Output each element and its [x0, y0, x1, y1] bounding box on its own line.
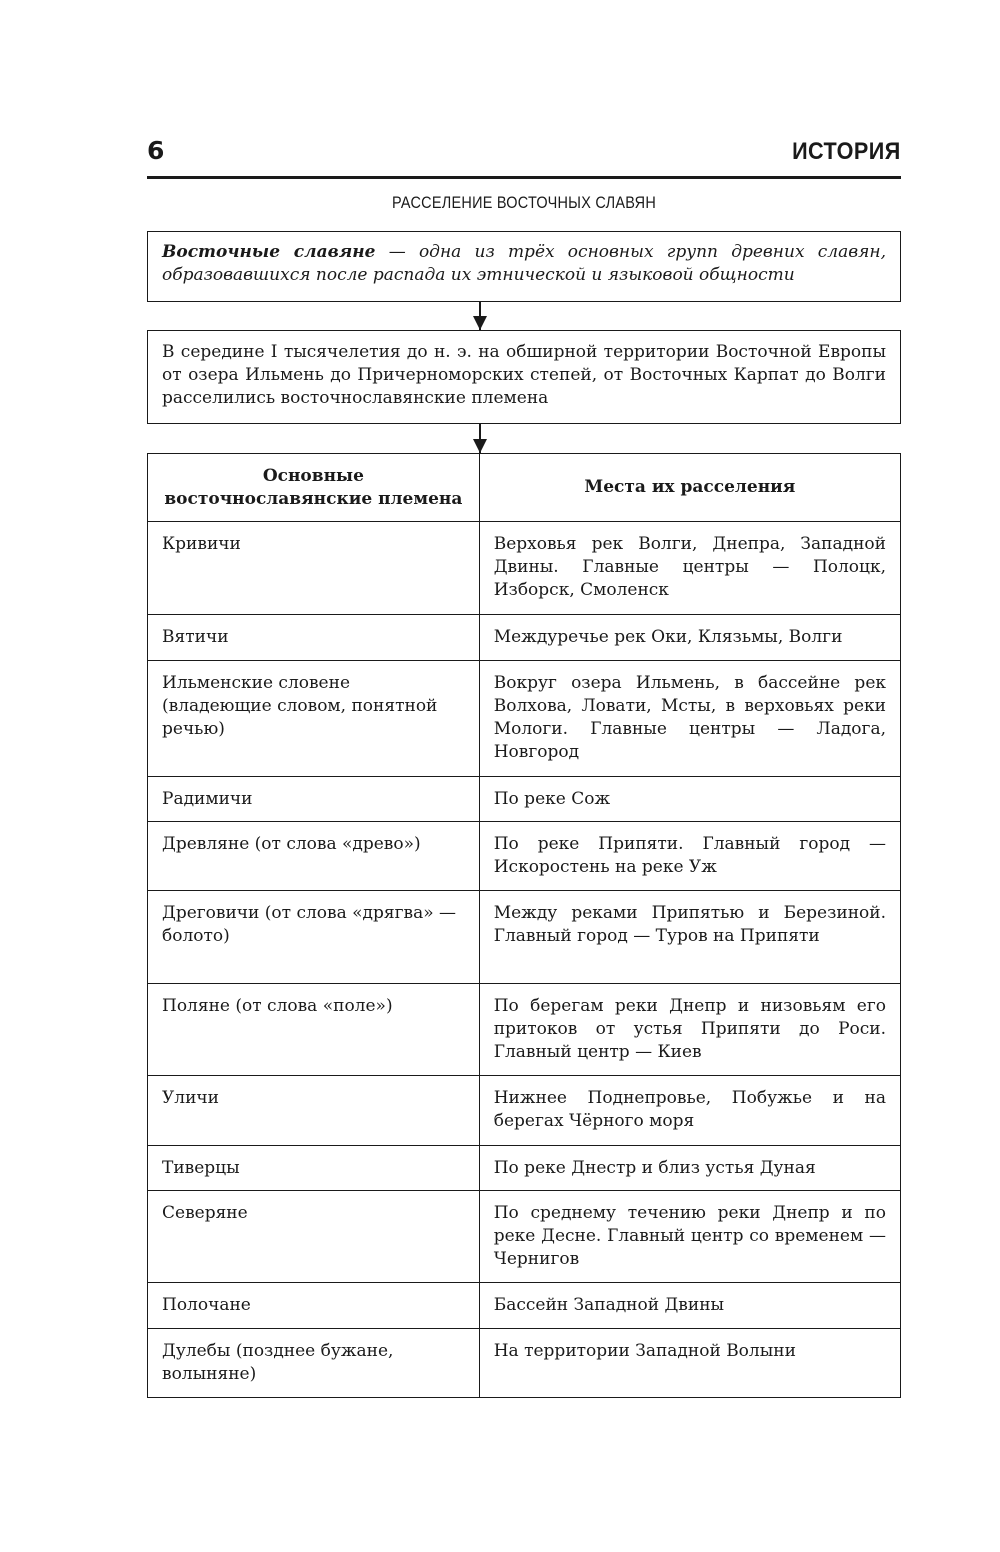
table-row	[148, 661, 901, 777]
table-row	[148, 777, 901, 822]
column-header-places: Места их расселения	[479, 454, 900, 522]
running-head: ИСТОРИЯ	[792, 138, 901, 165]
tribes-table	[147, 453, 901, 1398]
settlement-place-cell: По реке Припяти. Главный город — Искоростень на реке Уж	[479, 822, 900, 891]
tribe-name-cell: Северяне	[148, 1191, 480, 1283]
column-header-tribes: Основные восточнославянские племена	[148, 454, 480, 522]
table-row	[148, 1329, 901, 1398]
settlement-place-cell: Верховья рек Волги, Днепра, Западной Двины. Главные центры — Полоцк, Изборск, Смоленск	[479, 522, 900, 615]
tribe-name-cell: Вятичи	[148, 615, 480, 661]
tribe-name-cell: Полочане	[148, 1283, 480, 1329]
table-header-row	[148, 454, 901, 522]
table-row	[148, 984, 901, 1076]
settlement-place-cell: По среднему течению реки Днепр и по реке Десне. Главный центр со временем — Чернигов	[479, 1191, 900, 1283]
tribe-name-cell: Уличи	[148, 1076, 480, 1146]
section-title: РАССЕЛЕНИЕ ВОСТОЧНЫХ СЛАВЯН	[391, 193, 657, 212]
settlement-place-cell: На территории Западной Волыни	[479, 1329, 900, 1398]
flow-arrow-down-icon	[479, 302, 481, 330]
definition-text: — одна из трёх основных групп древних славян, образовавшихся после распада их этнической и языковой общности	[162, 242, 886, 285]
tribe-name-cell: Дреговичи (от слова «дрягва» — болото)	[148, 891, 480, 984]
tribe-name-cell: Тиверцы	[148, 1146, 480, 1191]
tribe-name-cell: Кривичи	[148, 522, 480, 615]
table-row	[148, 522, 901, 615]
page-number: 6	[147, 136, 165, 165]
settlement-place-cell: Бассейн Западной Двины	[479, 1283, 900, 1329]
settlement-box	[147, 330, 901, 424]
table-row	[148, 891, 901, 984]
settlement-place-cell: Между реками Припятью и Березиной. Главный город — Туров на Припяти	[479, 891, 900, 984]
definition-box	[147, 231, 901, 302]
settlement-place-cell: Вокруг озера Ильмень, в бассейне рек Волхова, Ловати, Мсты, в верховьях реки Мологи. Главные центры — Ладога, Новгород	[479, 661, 900, 777]
table-row	[148, 822, 901, 891]
flow-arrow-down-icon	[479, 424, 481, 453]
settlement-place-cell: По берегам реки Днепр и низовьям его притоков от устья Припяти до Роси. Главный центр — Киев	[479, 984, 900, 1076]
table-row	[148, 1283, 901, 1329]
table-row	[148, 1191, 901, 1283]
tribe-name-cell: Ильменские словене (владеющие словом, понятной речью)	[148, 661, 480, 777]
tribe-name-cell: Радимичи	[148, 777, 480, 822]
tribe-name-cell: Древляне (от слова «древо»)	[148, 822, 480, 891]
table-row	[148, 615, 901, 661]
settlement-place-cell: По реке Днестр и близ устья Дуная	[479, 1146, 900, 1191]
settlement-place-cell: По реке Сож	[479, 777, 900, 822]
settlement-place-cell: Нижнее Поднепровье, Побужье и на берегах Чёрного моря	[479, 1076, 900, 1146]
tribe-name-cell: Поляне (от слова «поле»)	[148, 984, 480, 1076]
settlement-text: В середине I тысячелетия до н. э. на обширной территории Восточной Европы от озера Ильмень до Причерноморских степей, от Восточных Карпат до Волги расселились восточнославянские племена	[162, 342, 886, 408]
header-rule	[147, 176, 901, 179]
tribe-name-cell: Дулебы (позднее бужане, волыняне)	[148, 1329, 480, 1398]
table-row	[148, 1146, 901, 1191]
definition-term: Восточные славяне	[162, 242, 376, 262]
table-row	[148, 1076, 901, 1146]
settlement-place-cell: Междуречье рек Оки, Клязьмы, Волги	[479, 615, 900, 661]
